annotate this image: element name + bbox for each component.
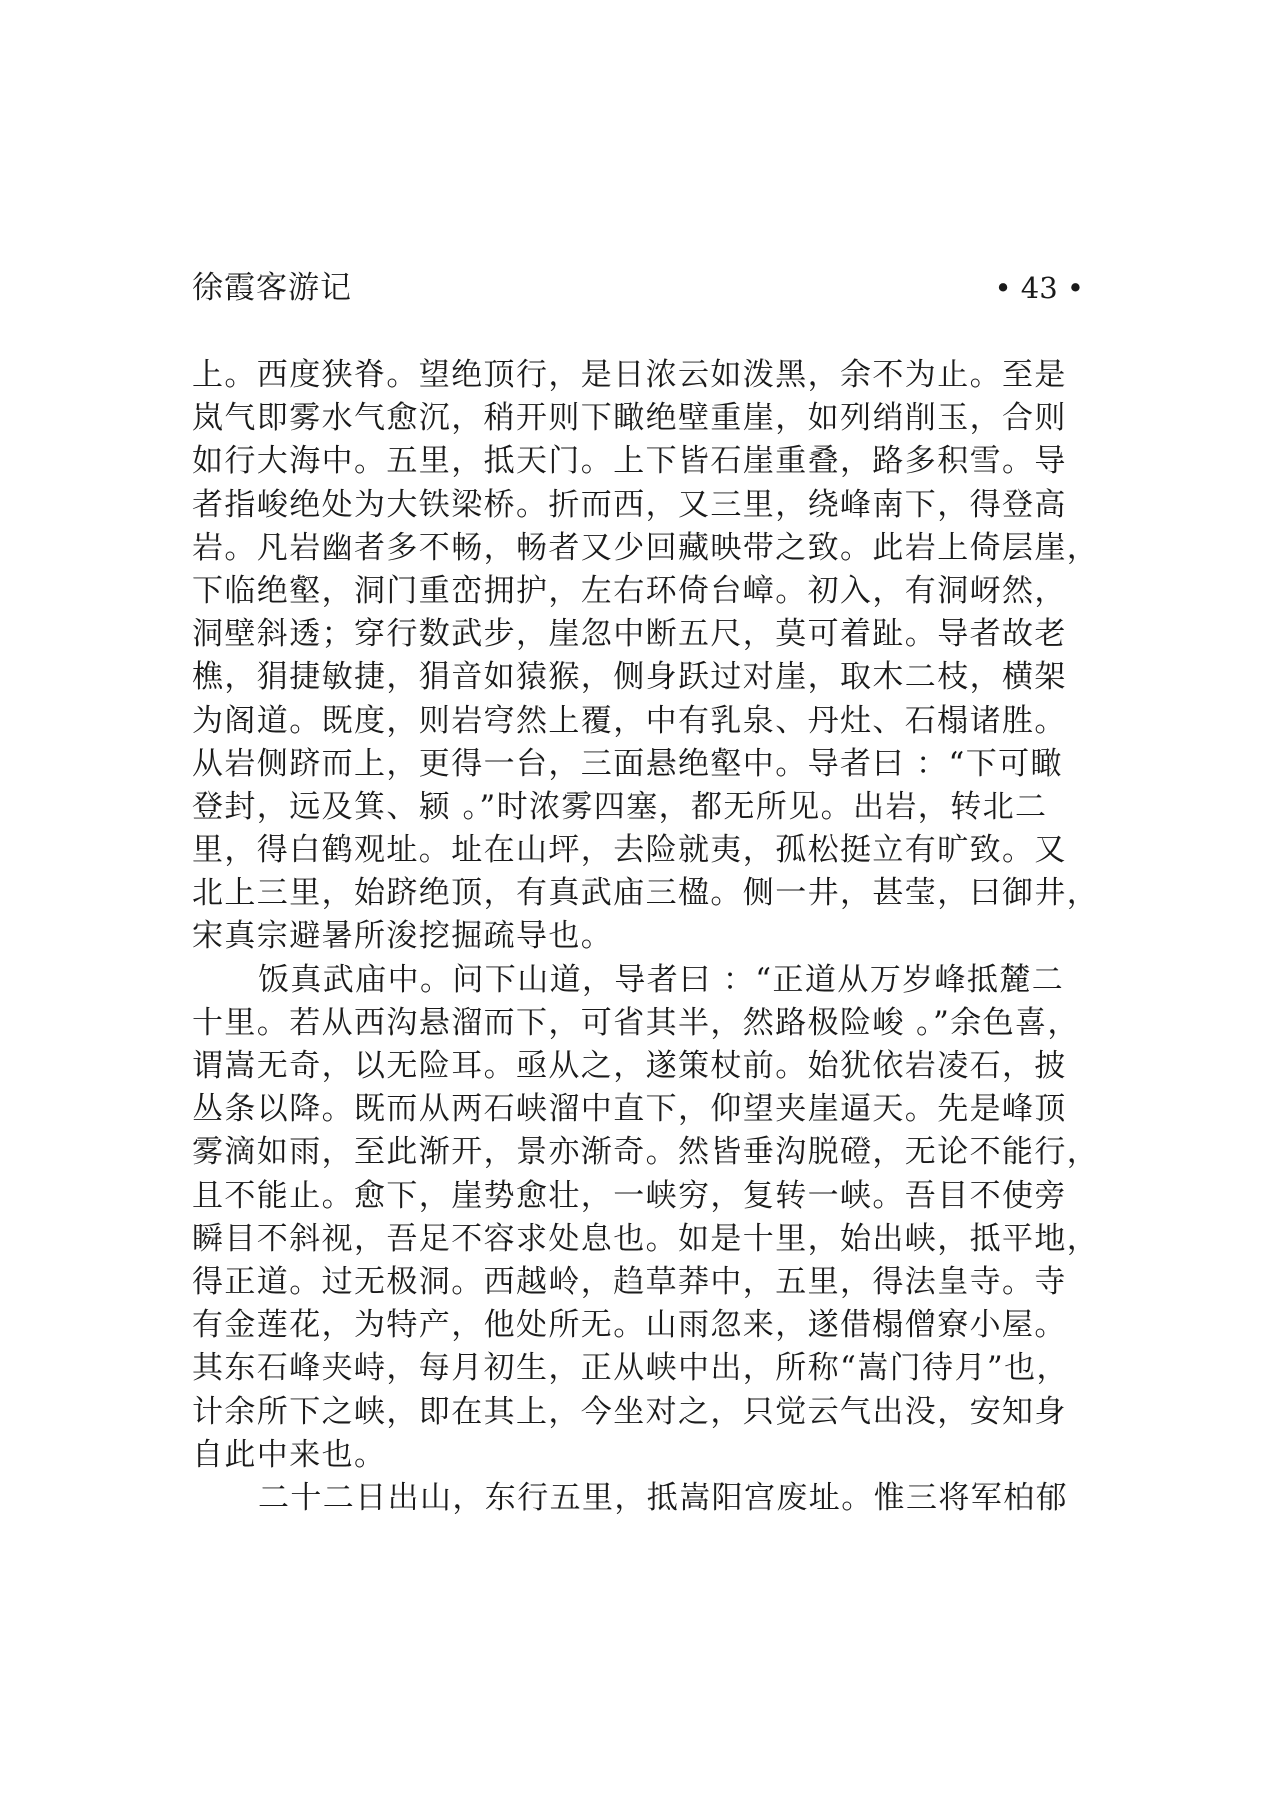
book-title: 徐霞客游记: [192, 270, 352, 306]
text-line: 洞壁斜透；穿行数武步，崖忽中断五尺，莫可着趾。导者故老: [192, 616, 1067, 653]
text-line: 登封，远及箕、颍 。”时浓雾四塞，都无所见。出岩，转北二: [192, 788, 1048, 825]
text-line: 上。西度狭脊。望绝顶行，是日浓云如泼黑，余不为止。至是: [192, 357, 1067, 393]
text-line: 瞬目不斜视，吾足不容求处息也。如是十里，始出峡，抵平地，: [192, 1220, 1100, 1257]
text-line: 下临绝壑，洞门重峦拥护，左右环倚台嶂。初入，有洞岈然，: [192, 572, 1067, 609]
text-line: 北上三里，始跻绝顶，有真武庙三楹。侧一井，甚莹，曰御井，: [192, 875, 1100, 912]
text-line: 自此中来也。: [192, 1436, 387, 1473]
text-line: 雾滴如雨，至此渐开，景亦渐奇。然皆垂沟脱磴，无论不能行，: [192, 1134, 1100, 1171]
text-line: 丛条以降。既而从两石峡溜中直下，仰望夹崖逼天。先是峰顶: [192, 1091, 1067, 1128]
text-line: 十里。若从西沟悬溜而下，可省其半，然路极险峻 。”余色喜，: [192, 1004, 1080, 1041]
text-line: 岚气即雾水气愈沉，稍开则下瞰绝壁重崖，如列绡削玉，合则: [192, 400, 1067, 437]
text-line: 得正道。过无极洞。西越岭，趋草莽中，五里，得法皇寺。寺: [192, 1263, 1067, 1300]
text-line: 者指峻绝处为大铁梁桥。折而西，又三里，绕峰南下，得登高: [192, 486, 1067, 523]
body-text: [192, 354, 1100, 1520]
text-line: 岩。凡岩幽者多不畅，畅者又少回藏映带之致。此岩上倚层崖，: [192, 529, 1100, 566]
text-line: 宋真宗避暑所浚挖掘疏导也。: [192, 918, 614, 955]
page-number: • 43 •: [994, 271, 1084, 305]
text-line: 从岩侧跻而上，更得一台，三面悬绝壑中。导者曰 ：“下可瞰: [192, 745, 1063, 782]
text-line: 里，得白鹤观址。址在山坪，去险就夷，孤松挺立有旷致。又: [192, 832, 1067, 869]
text-line: 其东石峰夹峙，每月初生，正从峡中出，所称“嵩门待月”也，: [192, 1350, 1069, 1387]
text-line: 樵，狷捷敏捷，狷音如猿猴，侧身跃过对崖，取木二枝，横架: [192, 659, 1067, 696]
running-header: [192, 266, 1084, 310]
text-line: 如行大海中。五里，抵天门。上下皆石崖重叠，路多积雪。导: [192, 443, 1067, 480]
text-line: 谓嵩无奇，以无险耳。亟从之，遂策杖前。始犹依岩凌石，披: [192, 1048, 1067, 1084]
text-line: 为阁道。既度，则岩穹然上覆，中有乳泉、丹灶、石榻诸胜。: [192, 702, 1067, 739]
text-line: 计余所下之峡，即在其上，今坐对之，只觉云气出没，安知身: [192, 1393, 1067, 1430]
text-line: 饭真武庙中。问下山道，导者曰 ：“正道从万岁峰抵麓二: [258, 961, 1065, 998]
text-line: 二十二日出山，东行五里，抵嵩阳宫废址。惟三将军柏郁: [258, 1479, 1068, 1516]
text-line: 且不能止。愈下，崖势愈壮，一峡穷，复转一峡。吾目不使旁: [192, 1177, 1067, 1214]
text-line: 有金莲花，为特产，他处所无。山雨忽来，遂借榻僧寮小屋。: [192, 1307, 1067, 1344]
